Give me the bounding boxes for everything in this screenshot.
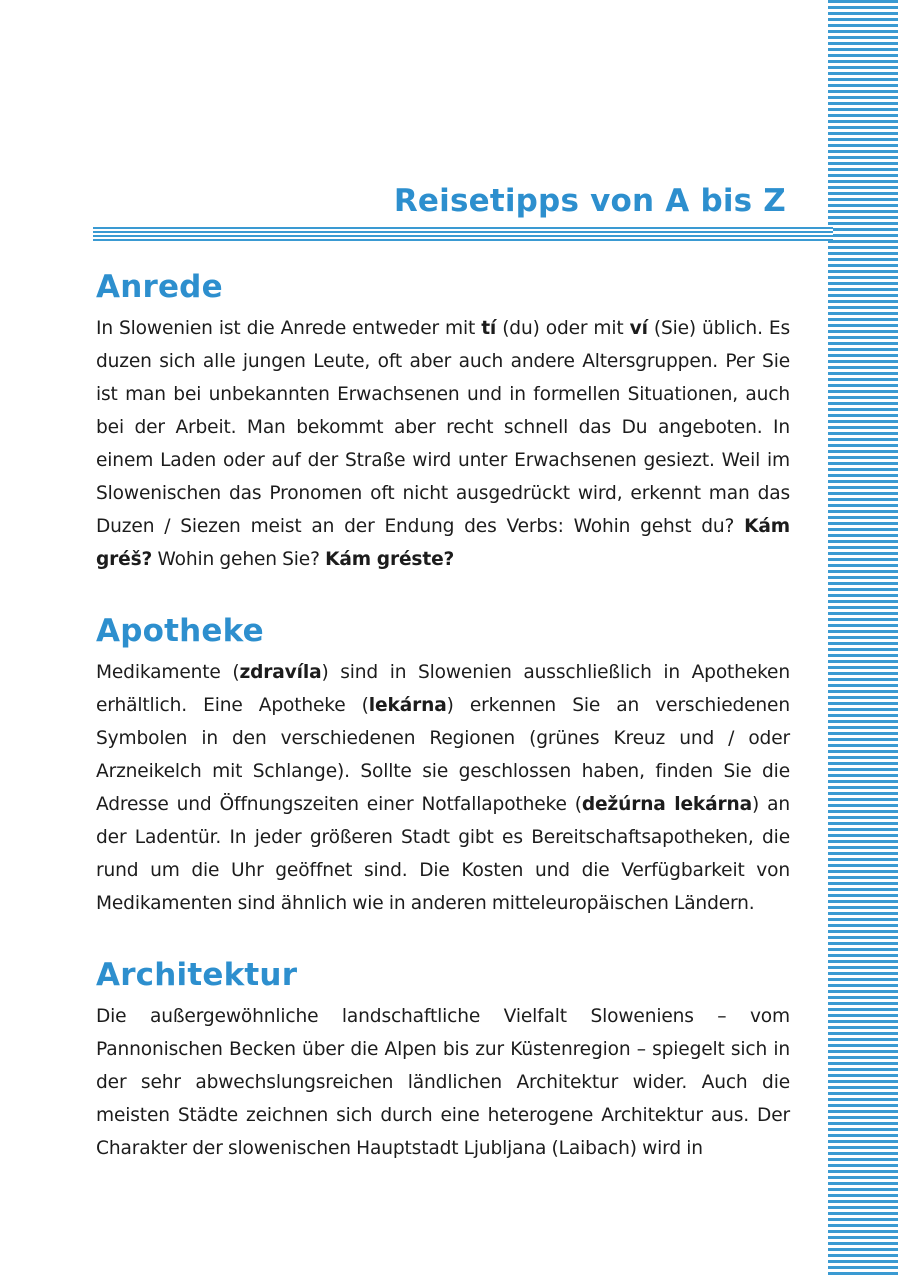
bold-term: Kám gréste? <box>325 549 455 570</box>
body-text: Wohin gehen Sie? <box>152 549 326 570</box>
body-text: (du) oder mit <box>496 318 630 339</box>
body-text: (Sie) üblich. Es duzen sich alle jungen Leute, oft aber auch andere Altersgruppen. Per Sie ist man bei unbekannten Erwachsenen und in formellen Situationen, auch bei der Arbeit. Man bekommt aber recht schnell das Du angeboten. In einem Laden oder auf der Straße wird unter Erwachsenen gesiezt. Weil im Slowenischen das Pronomen oft nicht ausgedrückt wird, erkennt man das Duzen / Siezen meist an der Endung des Verbs: Wohin gehst du? <box>96 318 790 537</box>
section-heading: Architektur <box>96 957 298 993</box>
body-text: Die außergewöhnliche landschaftliche Vielfalt Sloweniens – vom Pannonischen Becken über die Alpen bis zur Küstenregion – spiegelt sich in der sehr abwechslungsreichen ländlichen Architektur wider. Auch die meisten Städte zeichnen sich durch eine heterogene Architektur aus. Der Charakter der slowenischen Hauptstadt Ljubljana (Laibach) wird in <box>96 1006 790 1159</box>
body-text: ) an der Ladentür. In jeder größeren Stadt gibt es Bereitschaftsapotheken, die rund um die Uhr geöffnet sind. Die Kosten und die Verfügbarkeit von Medikamenten sind ähnlich wie in anderen mitteleuropäischen Ländern. <box>96 794 790 914</box>
bold-term: Kám gréš? <box>96 516 790 570</box>
body-text: Medikamente ( <box>96 662 240 683</box>
section-body <box>96 1000 790 1165</box>
title-rule <box>93 227 833 241</box>
page-title: Reisetipps von A bis Z <box>393 183 786 219</box>
section-heading: Anrede <box>96 269 223 305</box>
body-text: ) sind in Slowenien ausschließlich in Apotheken erhältlich. Eine Apotheke ( <box>96 662 790 716</box>
section-architektur <box>96 950 790 1165</box>
section-anrede <box>96 262 790 576</box>
section-body <box>96 656 790 920</box>
body-text: In Slowenien ist die Anrede entweder mit <box>96 318 482 339</box>
bold-term: dežúrna lekárna <box>581 794 753 815</box>
bold-term: zdravíla <box>239 662 322 683</box>
bold-term: ví <box>629 318 648 339</box>
body-text: ) erkennen Sie an verschiedenen Symbolen in den verschiedenen Regionen (grünes Kreuz und / oder Arzneikelch mit Schlange). Sollte sie geschlossen haben, finden Sie die Adresse und Öffnungszeiten einer Notfallapotheke ( <box>96 695 790 815</box>
section-apotheke <box>96 606 790 920</box>
bold-term: lekárna <box>368 695 447 716</box>
section-heading: Apotheke <box>96 613 264 649</box>
section-body <box>96 312 790 576</box>
side-stripe-band <box>828 0 898 1276</box>
content <box>96 262 790 1165</box>
bold-term: tí <box>481 318 497 339</box>
